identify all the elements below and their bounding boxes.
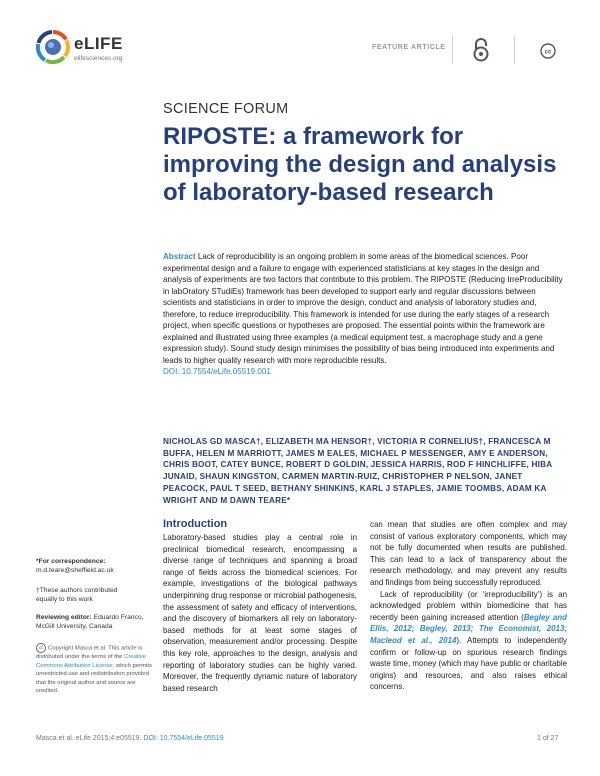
section-label: SCIENCE FORUM <box>163 101 289 117</box>
abstract-doi[interactable]: DOI: 10.7554/eLife.05519.001 <box>163 367 271 376</box>
article-type: FEATURE ARTICLE <box>372 44 446 51</box>
article-title: RIPOSTE: a framework for improving the design and analysis of laboratory-based research <box>163 123 557 206</box>
footer-citation-text: Masca et al. eLife 2015;4:e05519. <box>36 735 142 742</box>
footer-citation <box>36 735 224 742</box>
intro-column-1 <box>163 532 357 694</box>
copyright-post: which permits unrestricted use and redistribution provided that the original author and source are credited. <box>36 662 152 695</box>
correspondence-email[interactable]: m.d.teare@sheffield.ac.uk <box>36 566 114 574</box>
intro-paragraph-2: can mean that studies are often complex and may consist of various exploratory components, which may not be fully documented when results are published. This can lead to a lack of transparency about the research methodology, and may prevent any results and findings from being successfully reproduced. <box>370 520 567 587</box>
citation-link[interactable]: Begley and Ellis, 2012; Begley, 2013; The Economist, 2013; Macleod et al., 2014 <box>370 612 567 645</box>
copyright-notice <box>36 643 154 696</box>
intro-paragraph-3a: Lack of reproducibility (or ‘irreproducibility’) is an acknowledged problem within biomedicine that has recently been gaining increased attention ( <box>370 589 567 622</box>
abstract-label: Abstract <box>163 252 196 261</box>
intro-column-2 <box>370 519 567 693</box>
brand-url[interactable]: elifesciences.org <box>74 55 123 62</box>
footer-doi[interactable]: DOI: 10.7554/eLife.05519 <box>143 735 224 742</box>
elife-logo-icon <box>36 30 70 64</box>
header-divider-2 <box>514 36 515 64</box>
intro-paragraph-3 <box>370 589 567 693</box>
reviewing-label: Reviewing editor: <box>36 614 92 621</box>
license-link[interactable]: Creative Commons Attribution License, <box>36 654 147 669</box>
intro-heading: Introduction <box>163 518 228 530</box>
intro-paragraph-1: Laboratory-based studies play a central role in preclinical biomedical research, encompassing a diverse range of techniques and spanning a broad range of fields across the biomedical sciences. For example, investigations of the biological pathways underpinning drug response or microbial pathogenesis, the assessment of safety and efficacy of interventions, and the discovery of biomarkers all rely on laboratory-based methods for at least some stages of observation, measurement and/or processing. Despite this key role, approaches to the design, analysis and reporting of laboratory studies can be highly varied. Moreover, the frequently dynamic nature of laboratory based research <box>163 533 357 693</box>
header-divider <box>452 36 453 64</box>
correspondence-label: *For correspondence: <box>36 558 106 565</box>
abstract <box>163 251 570 378</box>
copyright-pre: Copyright Masca et al. This article is distributed under the terms of the <box>36 645 143 661</box>
svg-text:cc: cc <box>544 49 552 56</box>
equal-contribution-note: †These authors contributed equally to this work <box>36 587 118 603</box>
reviewing-editor-name: Eduardo Franco, McGill University, Canada <box>36 614 144 630</box>
author-list: NICHOLAS GD MASCA†, ELIZABETH MA HENSOR†, VICTORIA R CORNELIUS†, FRANCESCA M BUFFA, HELEN M MARRIOTT, JAMES M EALES, MICHAEL P MESSENGER, AMY E ANDERSON, CHRIS BOOT, CATEY BUNCE, ROBERT D GOLDIN, JESSICA HARRIS, ROD F HINCHLIFFE, HIBA JUNAID, SHAUN KINGSTON, CARMEN MARTIN-RUIZ, CHRISTOPHER P NELSON, JANET PEACOCK, PAUL T SEED, BETHANY SHINKINS, KARL J STAPLES, JAMIE TOOMBS, ADAM KA WRIGHT AND M DAWN TEARE* <box>163 437 552 505</box>
cc-small-icon: cc <box>36 643 46 653</box>
brand-name: eLIFE <box>74 34 123 53</box>
correspondence <box>36 558 154 575</box>
page-number: 1 of 27 <box>537 735 559 742</box>
open-access-icon <box>472 38 490 62</box>
abstract-text: Lack of reproducibility is an ongoing problem in some areas of the biomedical sciences. Poor experimental design and a failure to engage with experienced statisticians at key stages in the design and analysis of experiments are two factors that contribute to this problem. The RIPOSTE (Reducing IrreProducibility in labOratory STudiEs) framework has been developed to support early and regular discussions between scientists and statisticians in order to improve the design, conduct and analysis of laboratory studies and, therefore, to reduce irreproducibility. This framework is intended for use during the early stages of a research project, when specific questions or hypotheses are proposed. The essential points within the framework are explained and illustrated using three examples (a medical equipment test, a macrophage study and a gene expression study). Sound study design minimises the possibility of bias being introduced into experiments and leads to higher quality research with more reproducible results. <box>163 252 563 365</box>
intro-paragraph-3b: ). Attempts to independently confirm or follow-up on spurious research findings waste time, money (which may have public or charitable origins) and resources, and also raises ethical concerns. <box>370 635 567 692</box>
creative-commons-icon <box>540 43 556 59</box>
reviewing-editor <box>36 614 154 631</box>
